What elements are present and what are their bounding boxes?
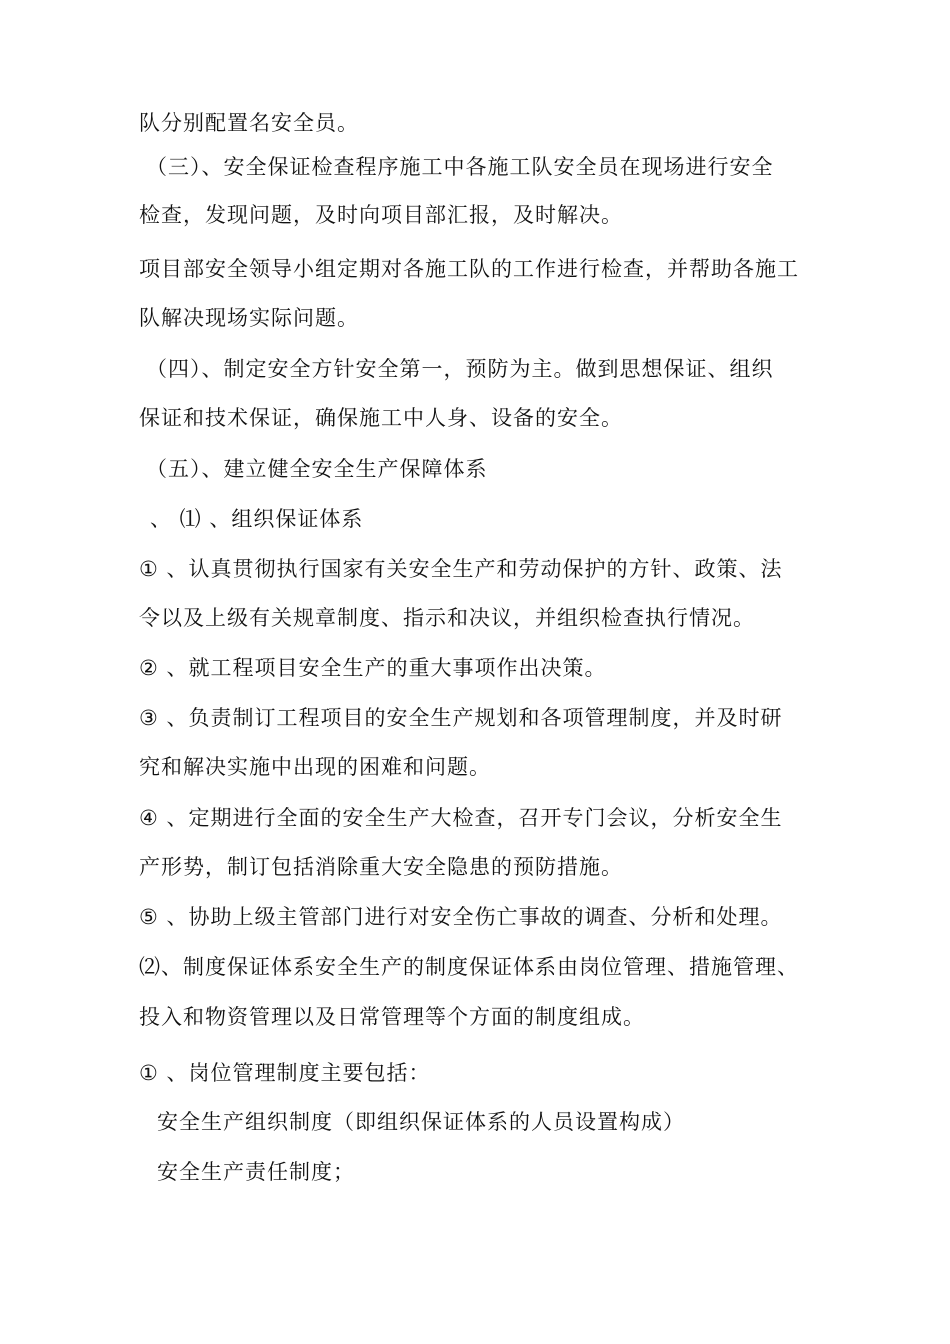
text-line-8: （五）、建立健全安全生产保障体系 [146, 457, 488, 481]
text-line-5: 队解决现场实际问题。 [139, 306, 359, 330]
text-line-4: 项目部安全领导小组定期对各施工队的工作进行检查，并帮助各施工 [139, 257, 799, 281]
text-line-6: （四）、制定安全方针安全第一，预防为主。做到思想保证、组织 [146, 357, 774, 381]
text-line-14: 究和解决实施中出现的困难和问题。 [139, 755, 491, 779]
text-line-20: ① 、岗位管理制度主要包括： [139, 1061, 431, 1085]
text-line-1: 队分别配置名安全员。 [139, 111, 359, 135]
text-line-16: 产形势，制订包括消除重大安全隐患的预防措施。 [139, 855, 623, 879]
text-line-22: 安全生产责任制度； [157, 1160, 355, 1184]
text-line-15: ④ 、定期进行全面的安全生产大检查，召开专门会议，分析安全生 [139, 806, 783, 830]
text-line-9: 、 ⑴ 、组织保证体系 [150, 507, 364, 531]
text-line-12: ② 、就工程项目安全生产的重大事项作出决策。 [139, 656, 607, 680]
text-line-18: ⑵、制度保证体系安全生产的制度保证体系由岗位管理、措施管理、 [139, 955, 799, 979]
text-line-21: 安全生产组织制度（即组织保证体系的人员设置构成） [157, 1110, 685, 1134]
text-line-2: （三）、安全保证检查程序施工中各施工队安全员在现场进行安全 [146, 155, 774, 179]
text-line-17: ⑤ 、协助上级主管部门进行对安全伤亡事故的调查、分析和处理。 [139, 905, 783, 929]
text-line-19: 投入和物资管理以及日常管理等个方面的制度组成。 [139, 1005, 645, 1029]
text-line-11: 令以及上级有关规章制度、指示和决议，并组织检查执行情况。 [139, 606, 755, 630]
text-line-3: 检查，发现问题，及时向项目部汇报，及时解决。 [139, 203, 623, 227]
text-line-7: 保证和技术保证，确保施工中人身、设备的安全。 [139, 406, 623, 430]
text-line-13: ③ 、负责制订工程项目的安全生产规划和各项管理制度，并及时研 [139, 706, 783, 730]
text-line-10: ① 、认真贯彻执行国家有关安全生产和劳动保护的方针、政策、法 [139, 557, 783, 581]
